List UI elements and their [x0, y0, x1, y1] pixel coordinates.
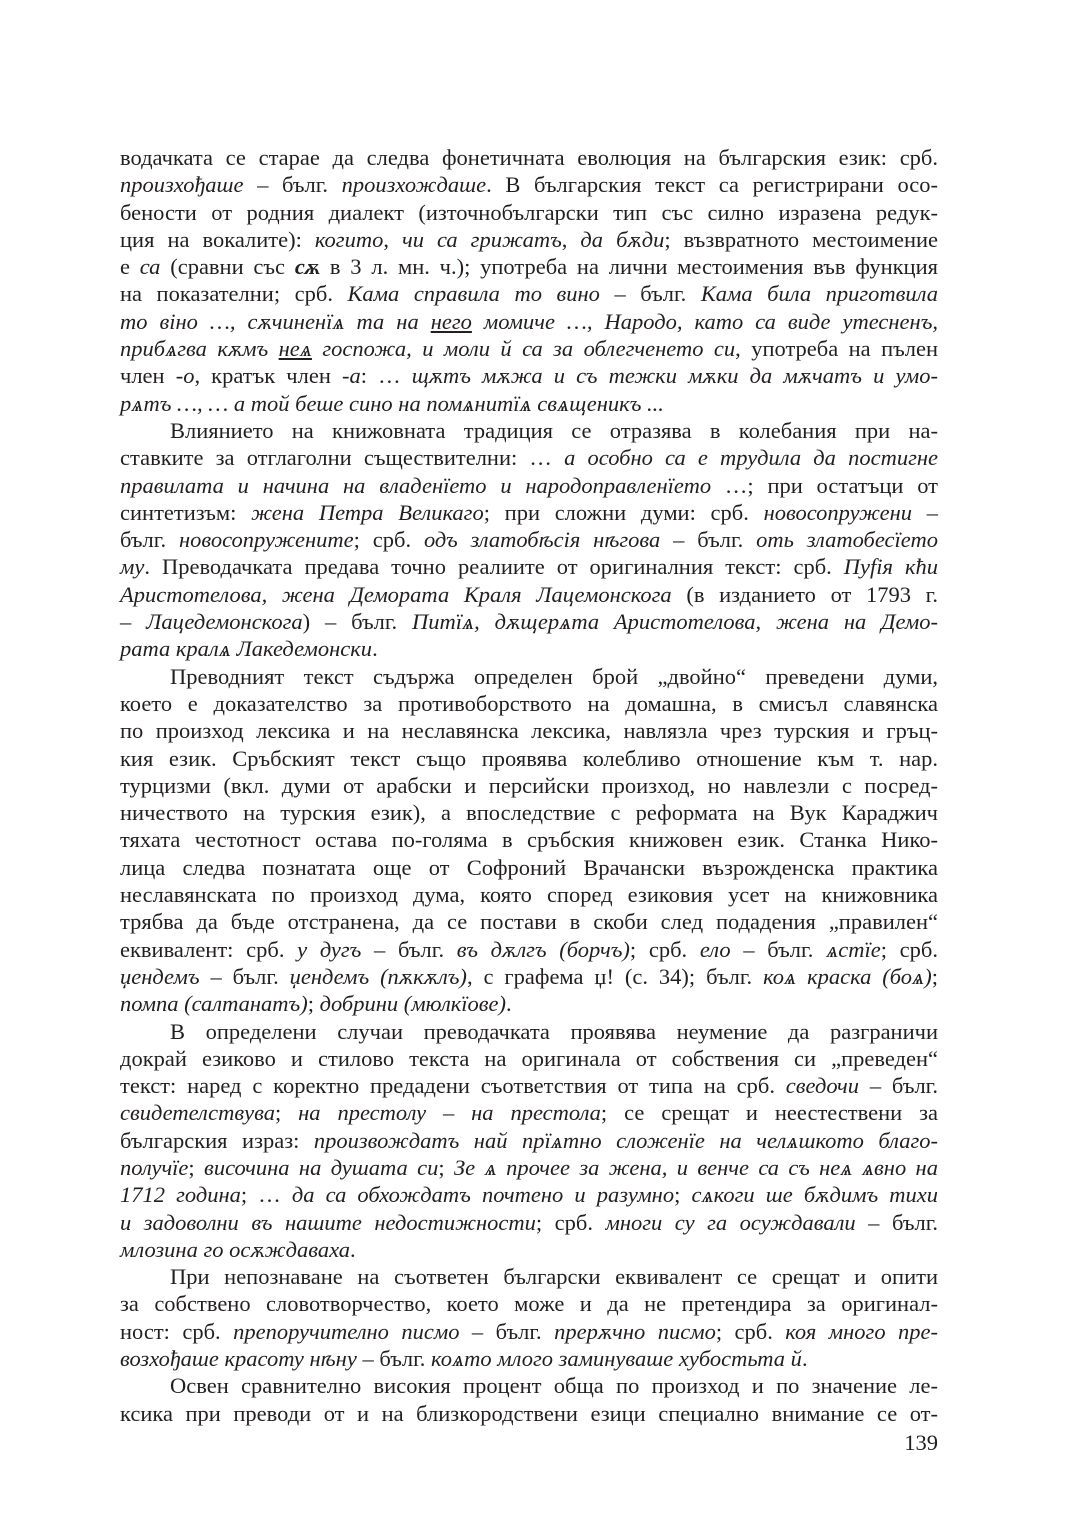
text-run: ; възвратното местоимение: [664, 226, 939, 252]
text-run: българския израз:: [120, 1127, 314, 1153]
text-run: …; при остатъци от: [711, 472, 938, 498]
italic-quote: препоручително писмо: [233, 1318, 460, 1344]
italic-quote: да бѫди: [580, 226, 665, 252]
text-run: по произход лексика и на неславянска лексика, навлязла чрез турския и гръц-: [120, 718, 938, 744]
italic-quote: а особно са е трудила да постигне: [564, 445, 938, 471]
text-run: , кратък член -: [194, 363, 350, 389]
text-line: [120, 908, 938, 935]
text-run: , с графема џ! (с. 34); бълг.: [466, 963, 764, 989]
text-run: Преводният текст съдържа определен брой „двойно“ преведени думи,: [170, 663, 938, 689]
paragraph: [120, 144, 938, 417]
text-line: [120, 1018, 938, 1045]
text-run: ничеството на турския език), а впоследствие с реформата на Вук Караджич: [120, 800, 938, 826]
text-line: [120, 390, 938, 417]
text-line: [120, 1263, 938, 1290]
text-run: докрай езиково и стилово текста на оригинала от собствения си „преведен“: [120, 1045, 938, 1071]
text-run: (сравни със: [160, 254, 295, 280]
text-run: , употреба на пълен: [735, 336, 938, 362]
italic-quote: то віно …, сѫчиненїѧ та на: [120, 308, 431, 334]
italic-quote: оть златобесїето: [756, 527, 938, 553]
italic-quote: прибѧгва кѫмъ: [120, 336, 279, 362]
text-line: [120, 936, 938, 963]
italic-quote: получїе: [120, 1154, 189, 1180]
text-run: еквивалент: срб.: [120, 936, 298, 962]
italic-quote: и задоволни въ нашите недостижности: [120, 1209, 536, 1235]
text-line: [120, 1154, 938, 1181]
text-line: [120, 963, 938, 990]
text-run: – бълг.: [459, 1318, 555, 1344]
italic-quote: неѧ: [278, 336, 312, 362]
text-line: [120, 499, 938, 526]
text-line: [120, 799, 938, 826]
text-run: .: [372, 636, 378, 662]
italic-quote: произвождатъ най прїѧтно сложенїе на челѧшкото благо-: [313, 1127, 938, 1153]
text-line: [120, 1209, 938, 1236]
text-run: – бълг.: [199, 963, 290, 989]
italic-quote: новосопружени: [763, 499, 913, 525]
italic-quote: на престолу – на престола: [298, 1100, 601, 1126]
text-run: синтетизъм:: [120, 499, 252, 525]
paragraph: [120, 1372, 938, 1427]
text-run: ; …: [240, 1182, 292, 1208]
text-run: Освен сравнително високия процент обща по произход и по значение ле-: [170, 1373, 938, 1399]
text-run: ;: [931, 963, 938, 989]
text-run: ксика при преводи от и на близкородствени езици специално внимание се от-: [120, 1400, 938, 1426]
text-run: В определени случаи преводачката проявява неумение да разграничи: [170, 1018, 938, 1044]
text-run: ,: [383, 226, 402, 252]
page-number: 139: [904, 1430, 938, 1455]
italic-quote: многи су га осуждавали: [605, 1209, 856, 1235]
text-line: [120, 1400, 938, 1427]
text-run: – бълг.: [243, 172, 342, 198]
text-run: ; се срещат и неестествени за: [600, 1100, 938, 1126]
text-line: [120, 1345, 938, 1372]
text-run: ;: [274, 1100, 299, 1126]
italic-quote: Пуfія кћи: [843, 554, 938, 580]
italic-quote: произхођаше: [120, 172, 244, 198]
italic-quote: сѫ: [294, 254, 321, 280]
italic-quote: момиче …, Народо, като са виде утесненъ,: [471, 308, 938, 334]
italic-quote: возхођаше красоту нѣну: [120, 1346, 357, 1372]
text-line: [120, 772, 938, 799]
italic-quote: новосопружените: [178, 527, 354, 553]
italic-quote: да са обхождатъ почтено и разумно: [291, 1182, 675, 1208]
text-run: ;: [307, 991, 320, 1017]
text-line: [120, 144, 938, 171]
italic-quote: Аристотелова, жена Демората Краля Лацемонскога: [120, 581, 672, 607]
text-run: ) – бълг.: [302, 609, 412, 635]
text-run: за собствено словотворчество, което може и да не претендира за оригинал-: [120, 1291, 938, 1317]
text-line: [120, 717, 938, 744]
text-line: [120, 553, 938, 580]
text-run: ; срб.: [880, 936, 938, 962]
italic-quote: сведочи: [785, 1073, 860, 1099]
text-run: ция на вокалите):: [120, 226, 315, 252]
text-run: ;: [188, 1154, 205, 1180]
italic-quote: Кама справила то вино: [347, 281, 600, 307]
text-line: [120, 362, 938, 389]
text-run: турцизми (вкл. думи от арабски и персийски произход, но навлезли с посред-: [120, 772, 938, 798]
italic-quote: произхождаше: [341, 172, 487, 198]
italic-quote: а: [349, 363, 361, 389]
text-run: бълг.: [120, 527, 179, 553]
text-line: [120, 1072, 938, 1099]
text-run: Влиянието на книжовната традиция се отразява в колебания при на-: [170, 417, 938, 443]
italic-quote: у дугъ: [297, 936, 362, 962]
italic-quote: о: [183, 363, 195, 389]
text-run: – бълг.: [361, 936, 457, 962]
text-line: [120, 1099, 938, 1126]
text-line: [120, 990, 938, 1017]
text-run: на показателни; срб.: [120, 281, 348, 307]
italic-quote: добрини (мюлкїове): [319, 991, 507, 1017]
text-line: [120, 1372, 938, 1399]
italic-quote: свидетелствува: [120, 1100, 275, 1126]
text-run: ; срб.: [353, 527, 424, 553]
text-line: [120, 1181, 938, 1208]
text-run: бености от родния диалект (източнобългарски тип със силно изразена редук-: [120, 199, 938, 225]
italic-quote: џендемъ (пѫкѫлъ): [289, 963, 467, 989]
text-run: ставките за отглаголни съществителни: …: [120, 445, 565, 471]
text-line: [120, 1236, 938, 1263]
text-run: При непознаване на съответен български еквивалент се срещат и опити: [170, 1264, 938, 1290]
text-run: : …: [360, 363, 412, 389]
text-run: кия език. Сръбският текст също проявява колебливо отношение към т. нар.: [120, 745, 938, 771]
text-run: ; срб.: [715, 1318, 786, 1344]
text-line: [120, 608, 938, 635]
text-line: [120, 881, 938, 908]
italic-quote: сѧкоги ше бѫдимъ тихи: [691, 1182, 938, 1208]
text-line: [120, 1318, 938, 1345]
text-line: [120, 308, 938, 335]
italic-quote: рата кралѧ Лакедемонски: [120, 636, 373, 662]
italic-quote: млозина го осѫждаваха: [120, 1236, 351, 1262]
italic-quote: одъ златобѣсія нѣгова: [423, 527, 661, 553]
italic-quote: Зе ѧ прочее за жена, и венче са съ неѧ ѧвно на: [454, 1154, 938, 1180]
text-run: е: [120, 254, 140, 280]
text-run: –: [912, 499, 939, 525]
text-line: [120, 472, 938, 499]
text-run: член -: [120, 363, 184, 389]
italic-quote: ело: [699, 936, 731, 962]
italic-quote: правилата и начина на владенїето и народоправленїето: [120, 472, 712, 498]
italic-quote: Питїѧ, дѫщерѧта Аристотелова, жена на Демо-: [411, 609, 938, 635]
text-run: .: [350, 1236, 356, 1262]
italic-quote: Кама била приготвила: [700, 281, 938, 307]
text-line: [120, 253, 938, 280]
text-line: [120, 690, 938, 717]
paragraph: [120, 1263, 938, 1372]
text-run: което е доказателство за противоборството на домашна, в смисъл славянска: [120, 690, 938, 716]
text-line: [120, 635, 938, 662]
italic-quote: чи са грижатъ: [401, 226, 562, 252]
text-run: ;: [438, 1154, 455, 1180]
text-line: [120, 1045, 938, 1072]
text-run: ност: срб.: [120, 1318, 234, 1344]
text-run: – бълг.: [730, 936, 827, 962]
text-run: текст: наред с коректно предадени съответствия от типа на срб.: [120, 1073, 786, 1099]
text-run: . В българския текст са регистрирани осо-: [486, 172, 938, 198]
italic-quote: коѧ краска (боѧ): [763, 963, 932, 989]
text-run: неславянската по произход дума, която според езиковия усет на книжовника: [120, 882, 938, 908]
text-line: [120, 854, 938, 881]
text-line: [120, 745, 938, 772]
italic-quote: щѫтъ мѫжа и съ тежки мѫки да мѫчатъ и умо-: [411, 363, 938, 389]
italic-quote: 1712 година: [120, 1182, 241, 1208]
page-body: [120, 144, 938, 1427]
text-run: лица следва познатата още от Софроний Врачански възрожденска практика: [120, 854, 938, 880]
text-run: трябва да бъде отстранена, да се постави в скоби след подадения „правилен“: [120, 909, 938, 935]
italic-quote: жена Петра Великаго: [251, 499, 484, 525]
text-line: [120, 1127, 938, 1154]
italic-quote: ѧстїе: [826, 936, 881, 962]
italic-quote: рѧтъ …, … а той беше сино на помѧнитїѧ свѧщеникъ ...: [120, 390, 664, 416]
text-line: [120, 663, 938, 690]
text-line: [120, 581, 938, 608]
text-run: ,: [561, 226, 581, 252]
italic-quote: џендемъ: [120, 963, 200, 989]
italic-quote: него: [430, 308, 472, 334]
italic-quote: прерѫчно писмо: [554, 1318, 716, 1344]
text-run: в 3 л. мн. ч.); употреба на лични местоимения във функция: [320, 254, 938, 280]
paragraph: [120, 663, 938, 1018]
italic-quote: са: [139, 254, 161, 280]
italic-quote: му: [120, 554, 145, 580]
text-run: (в изданието от 1793 г.: [671, 581, 939, 607]
text-run: ; срб.: [629, 936, 700, 962]
text-run: ;: [674, 1182, 692, 1208]
text-run: ; срб.: [535, 1209, 606, 1235]
italic-quote: коя много пре-: [785, 1318, 938, 1344]
italic-quote: помпа (салтанатъ): [120, 991, 308, 1017]
text-run: тяхата честотност остава по-голяма в сръбския книжовен език. Станка Нико-: [120, 827, 938, 853]
text-run: –: [120, 609, 147, 635]
text-line: [120, 1290, 938, 1317]
text-run: – бълг.: [356, 1346, 432, 1372]
text-line: [120, 444, 938, 471]
text-line: [120, 335, 938, 362]
paragraph: [120, 417, 938, 663]
text-run: .: [506, 991, 512, 1017]
text-line: [120, 417, 938, 444]
italic-quote: въ дѫлгъ (борчъ): [456, 936, 630, 962]
text-line: [120, 280, 938, 307]
text-line: [120, 226, 938, 253]
italic-quote: когито: [314, 226, 384, 252]
text-run: – бълг.: [855, 1209, 939, 1235]
text-line: [120, 826, 938, 853]
italic-quote: Лацедемонскога: [146, 609, 303, 635]
text-run: – бълг.: [599, 281, 701, 307]
italic-quote: коѧто млого заминуваше хубостьта й: [431, 1346, 802, 1372]
italic-quote: височина на душата си: [204, 1154, 439, 1180]
text-line: [120, 526, 938, 553]
text-run: – бълг.: [859, 1073, 938, 1099]
text-line: [120, 171, 938, 198]
paragraph: [120, 1018, 938, 1264]
italic-quote: госпожа, и моли й са за облегченето си: [311, 336, 736, 362]
text-run: .: [801, 1346, 808, 1372]
text-run: – бълг.: [660, 527, 757, 553]
text-run: . Преводачката предава точно реалиите от оригиналния текст: срб.: [144, 554, 844, 580]
text-run: водачката се старае да следва фонетичната еволюция на българския език: срб.: [120, 145, 938, 170]
text-run: ; при сложни думи: срб.: [483, 499, 764, 525]
text-line: [120, 199, 938, 226]
